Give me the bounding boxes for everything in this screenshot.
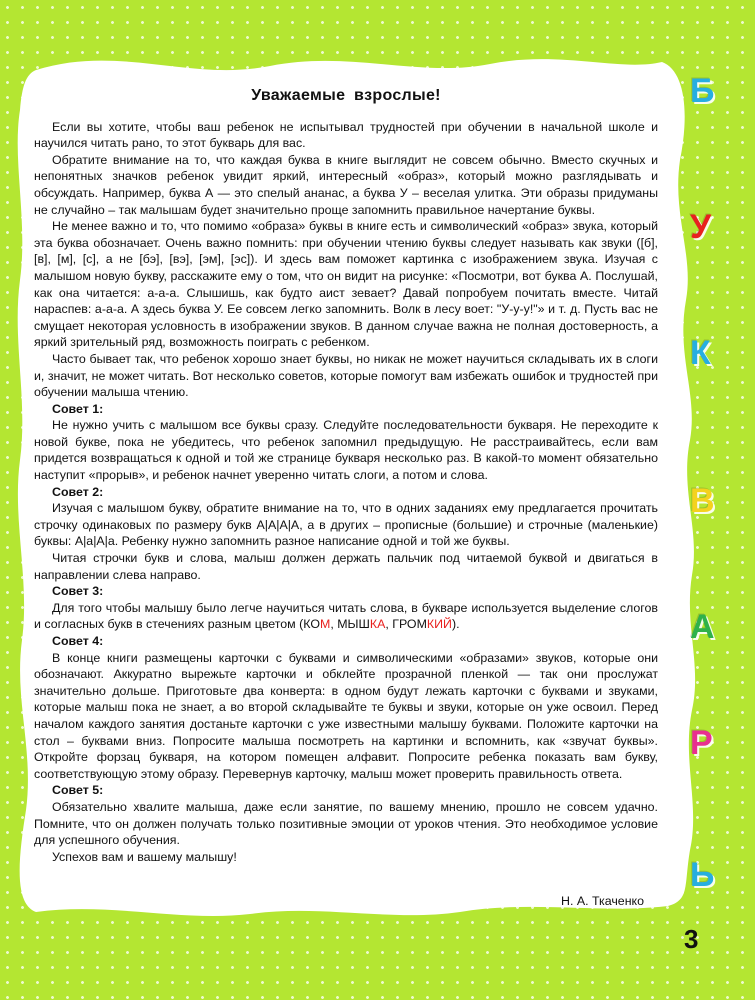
paragraph: Если вы хотите, чтобы ваш ребенок не испытывал трудностей при обучении в начальной школе и научился читать рано, то этот букварь для вас.: [34, 119, 658, 151]
syllable-black: КО: [303, 617, 320, 632]
separator: ,: [330, 617, 338, 632]
page-title: Уважаемые взрослые!: [251, 87, 441, 104]
tip-heading: Совет 4:: [52, 634, 104, 648]
syllable-red: КИЙ: [426, 617, 452, 632]
side-letter-u: У: [690, 208, 712, 246]
paragraph: Обратите внимание на то, что каждая буква в книге выглядит не совсем обычно. Вместо скучных и непонятных значков ребенок увидит яркий, интересный «образ», который можно разглядывать и обсуждать. Например, буква А — это спелый ананас, а буква У – веселая улитка. Эти образы придуманы не случайно – так малышам будет значительно проще запомнить правильное начертание буквы.: [34, 152, 658, 217]
separator: ,: [385, 617, 393, 632]
paragraph: Обязательно хвалите малыша, даже если занятие, по вашему мнению, прошло не совсем удачно. Помните, что он должен получать только позитивные эмоции от уроков чтения. Это необходимое условие для успешного обучения.: [34, 799, 658, 848]
paragraph-tip3: [34, 600, 658, 633]
paragraph: Читая строчки букв и слова, малыш должен держать пальчик под читаемой буквой и двигаться в направлении слева направо.: [34, 551, 658, 582]
text-content: [34, 88, 658, 910]
side-letter-v: В: [690, 482, 715, 520]
page-number: 3: [684, 924, 699, 954]
example-word: [337, 617, 385, 631]
tip-heading: Совет 5:: [52, 783, 104, 798]
side-letter-soft-sign: Ь: [690, 856, 715, 894]
side-letter-r: Р: [690, 724, 713, 762]
tip-heading: Совет 1:: [52, 401, 104, 416]
side-letter-k: К: [690, 334, 711, 372]
syllable-black: ГРОМ: [392, 617, 427, 632]
example-word: [303, 617, 330, 631]
tip3-text-end: ).: [451, 617, 460, 632]
author-signature: Н. А. Ткаченко: [561, 894, 644, 909]
tip3-text: Для того чтобы малышу было легче научиться читать слова, в букваре используется выделение слогов и согласных букв в стечениях разным цветом (: [34, 600, 658, 632]
paragraph: Не нужно учить с малышом все буквы сразу. Следуйте последовательности букваря. Не переходите к новой букве, пока не убедитесь, что ребенок запомнил предыдущую. Не расстраивайтесь, если вам придется возвращаться к одной и той же странице букваря несколько раз. В какой-то момент обязательно наступит «прорыв», и ребенок начнет уверенно читать слоги, а потом и слова.: [34, 418, 658, 483]
paragraph: Не менее важно и то, что помимо «образа» буквы в книге есть и символический «образ» звука, который эта буква обозначает. Очень важно помнить: при обучении чтению буквы следует называть как звуки ([б], [в], [м], [с], а не [бэ], [вэ], [эм], [эс]). И здесь вам поможет картинка с изображением звука. Изучая с малышом новую букву, расскажите ему о том, что он видит на рисунке: «Посмотри, вот буква А. Послушай, как она читается: а-а-а. Слышишь, как будто аист зевает? Давай попробуем почитать вместе. Читай нараспев: а-а-а. А здесь буква У. Ее совсем легко запомнить. Волк в лесу воет: "У-у-у!"» и т. д. Пусть вас не смущает некоторая условность в изображении звуков. В данном случае важна не полная достоверность, а яркий зрительный ряд, возможность поиграть с ребенком.: [34, 219, 658, 350]
paragraph: В конце книги размещены карточки с буквами и символическими «образами» звуков, которые они обозначают. Аккуратно вырежьте карточки и обклейте прозрачной пленкой — так они прослужат значительно дольше. Приготовьте два конверта: в одном будут лежать карточки с буквами и звуками, которые малыш пока не знает, а во второй складывайте те буквы и звуки, которые он уже освоил. Перед началом каждого занятия достаньте карточки с уже известными малышу буквами. Положите карточки на стол – буквами вниз. Попросите малыша посмотреть на картинки и вспомнить, как «звучат буквы». Откройте форзац букваря, на котором помещен алфавит. Попросите ребенка показать вам букву, соответствующую этому образу. Перевернув карточку, малыш может проверить правильность ответа.: [34, 650, 658, 781]
side-letter-b: Б: [690, 72, 715, 110]
side-letter-a: А: [690, 608, 715, 646]
paragraph: Часто бывает так, что ребенок хорошо знает буквы, но никак не может научиться складывать их в слоги и, значит, не может читать. Вот несколько советов, которые помогут вам избежать ошибок и трудностей при обучении малыша чтению.: [34, 351, 658, 400]
syllable-black: МЫШ: [337, 617, 370, 632]
syllable-red: М: [319, 617, 331, 632]
syllable-red: КА: [369, 617, 386, 632]
paragraph: Изучая с малышом букву, обратите внимание на то, что в одних заданиях ему предлагается прочитать строчку одинаковых по размеру букв А|А|А|А, а в других – прописные (большие) и строчные (маленькие) буквы: А|а|А|а. Ребенку нужно запомнить разное написание одной и той же буквы.: [34, 501, 658, 549]
tip-heading: Совет 3:: [52, 584, 104, 599]
example-word: [392, 617, 452, 631]
paragraph: Успехов вам и вашему малышу!: [52, 849, 237, 864]
tip-heading: Совет 2:: [52, 484, 104, 499]
